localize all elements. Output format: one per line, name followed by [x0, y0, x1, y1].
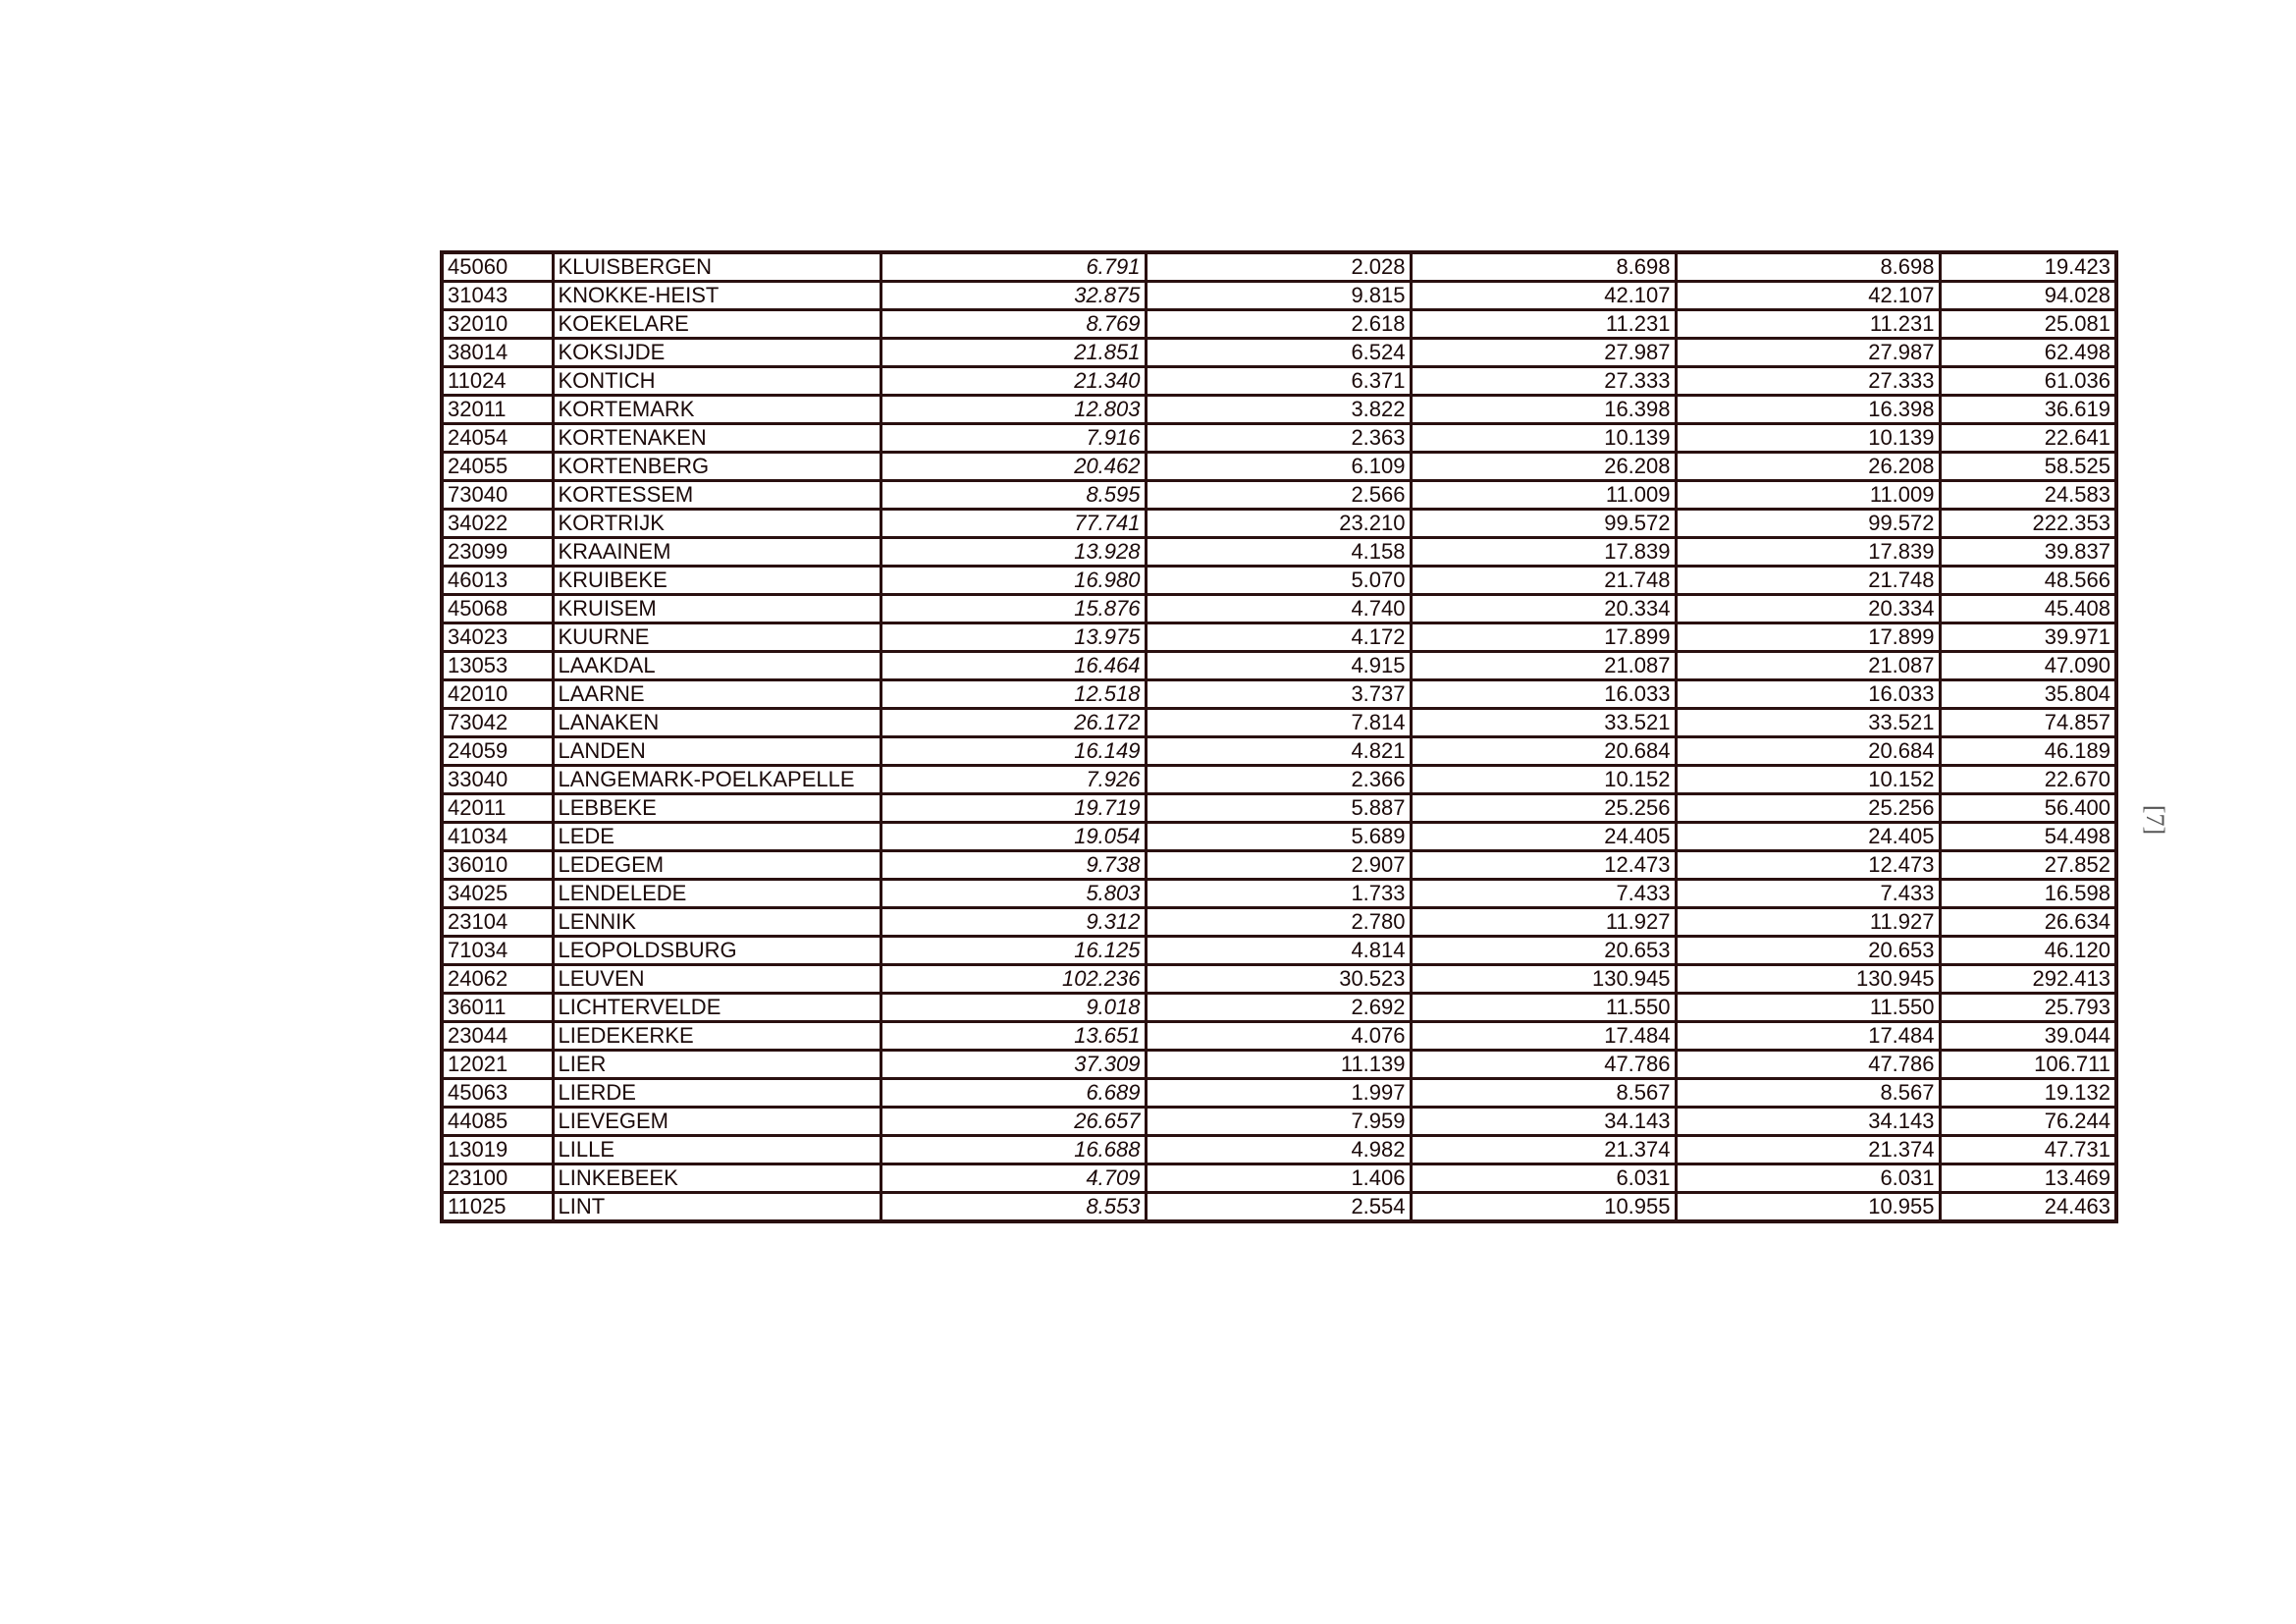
- table-body: [442, 252, 2116, 1221]
- cell-value-4: 27.333: [1676, 367, 1940, 396]
- cell-municipality: LILLE: [553, 1136, 881, 1164]
- cell-value-2: 4.076: [1146, 1022, 1411, 1051]
- cell-value-5: 46.189: [1940, 737, 2116, 766]
- cell-code: 23044: [442, 1022, 553, 1051]
- cell-value-3: 47.786: [1411, 1051, 1676, 1079]
- cell-code: 46013: [442, 567, 553, 595]
- cell-value-5: 54.498: [1940, 823, 2116, 851]
- cell-value-3: 20.653: [1411, 937, 1676, 965]
- cell-value-3: 7.433: [1411, 880, 1676, 908]
- cell-municipality: KORTRIJK: [553, 510, 881, 538]
- cell-value-1: 102.236: [881, 965, 1146, 994]
- table-row: [442, 680, 2116, 709]
- cell-value-4: 130.945: [1676, 965, 1940, 994]
- cell-code: 33040: [442, 766, 553, 794]
- cell-municipality: KOKSIJDE: [553, 339, 881, 367]
- cell-municipality: LIEVEGEM: [553, 1108, 881, 1136]
- table-row: [442, 310, 2116, 339]
- cell-value-4: 21.087: [1676, 652, 1940, 680]
- cell-code: 31043: [442, 282, 553, 310]
- cell-value-5: 19.132: [1940, 1079, 2116, 1108]
- cell-value-1: 12.803: [881, 396, 1146, 424]
- cell-value-2: 4.740: [1146, 595, 1411, 623]
- cell-municipality: LENDELEDE: [553, 880, 881, 908]
- table-row: [442, 652, 2116, 680]
- cell-value-3: 20.684: [1411, 737, 1676, 766]
- cell-municipality: LANGEMARK-POELKAPELLE: [553, 766, 881, 794]
- cell-municipality: KORTESSEM: [553, 481, 881, 510]
- cell-value-3: 34.143: [1411, 1108, 1676, 1136]
- cell-value-1: 8.595: [881, 481, 1146, 510]
- cell-code: 45068: [442, 595, 553, 623]
- cell-municipality: KRUISEM: [553, 595, 881, 623]
- cell-municipality: LICHTERVELDE: [553, 994, 881, 1022]
- cell-municipality: KORTENAKEN: [553, 424, 881, 453]
- cell-code: 32011: [442, 396, 553, 424]
- cell-value-2: 4.158: [1146, 538, 1411, 567]
- cell-value-2: 2.028: [1146, 252, 1411, 282]
- cell-municipality: KOEKELARE: [553, 310, 881, 339]
- cell-value-2: 3.737: [1146, 680, 1411, 709]
- cell-municipality: LAAKDAL: [553, 652, 881, 680]
- cell-municipality: LIERDE: [553, 1079, 881, 1108]
- cell-value-1: 16.464: [881, 652, 1146, 680]
- cell-value-4: 7.433: [1676, 880, 1940, 908]
- cell-value-3: 8.698: [1411, 252, 1676, 282]
- table-row: [442, 595, 2116, 623]
- cell-value-2: 2.907: [1146, 851, 1411, 880]
- cell-code: 45063: [442, 1079, 553, 1108]
- cell-value-2: 9.815: [1146, 282, 1411, 310]
- cell-value-4: 20.334: [1676, 595, 1940, 623]
- cell-value-5: 22.670: [1940, 766, 2116, 794]
- table-row: [442, 510, 2116, 538]
- cell-value-5: 74.857: [1940, 709, 2116, 737]
- cell-value-3: 6.031: [1411, 1164, 1676, 1193]
- cell-value-4: 10.152: [1676, 766, 1940, 794]
- table-row: [442, 965, 2116, 994]
- cell-municipality: LEDEGEM: [553, 851, 881, 880]
- cell-value-4: 11.231: [1676, 310, 1940, 339]
- cell-value-5: 106.711: [1940, 1051, 2116, 1079]
- cell-value-5: 19.423: [1940, 252, 2116, 282]
- cell-municipality: LANAKEN: [553, 709, 881, 737]
- cell-municipality: KRAAINEM: [553, 538, 881, 567]
- table-row: [442, 1164, 2116, 1193]
- cell-municipality: LINT: [553, 1193, 881, 1222]
- cell-value-1: 6.689: [881, 1079, 1146, 1108]
- cell-value-4: 17.899: [1676, 623, 1940, 652]
- cell-value-4: 17.839: [1676, 538, 1940, 567]
- cell-value-5: 35.804: [1940, 680, 2116, 709]
- cell-value-5: 22.641: [1940, 424, 2116, 453]
- cell-value-3: 24.405: [1411, 823, 1676, 851]
- cell-value-1: 7.916: [881, 424, 1146, 453]
- cell-value-4: 11.550: [1676, 994, 1940, 1022]
- cell-value-2: 2.780: [1146, 908, 1411, 937]
- cell-value-1: 26.172: [881, 709, 1146, 737]
- municipality-table: [440, 250, 2118, 1223]
- cell-municipality: LIER: [553, 1051, 881, 1079]
- table-row: [442, 1193, 2116, 1222]
- cell-value-3: 42.107: [1411, 282, 1676, 310]
- table-row: [442, 1136, 2116, 1164]
- cell-value-1: 13.651: [881, 1022, 1146, 1051]
- cell-value-1: 5.803: [881, 880, 1146, 908]
- cell-code: 11024: [442, 367, 553, 396]
- cell-code: 73042: [442, 709, 553, 737]
- cell-municipality: KUURNE: [553, 623, 881, 652]
- cell-value-2: 4.172: [1146, 623, 1411, 652]
- cell-code: 38014: [442, 339, 553, 367]
- cell-municipality: LIEDEKERKE: [553, 1022, 881, 1051]
- cell-value-2: 6.371: [1146, 367, 1411, 396]
- cell-value-5: 45.408: [1940, 595, 2116, 623]
- cell-code: 24055: [442, 453, 553, 481]
- cell-value-3: 11.231: [1411, 310, 1676, 339]
- cell-value-2: 5.689: [1146, 823, 1411, 851]
- cell-value-2: 30.523: [1146, 965, 1411, 994]
- cell-value-3: 10.152: [1411, 766, 1676, 794]
- table-row: [442, 567, 2116, 595]
- cell-value-1: 32.875: [881, 282, 1146, 310]
- table-row: [442, 1051, 2116, 1079]
- cell-value-3: 12.473: [1411, 851, 1676, 880]
- table-row: [442, 880, 2116, 908]
- cell-value-5: 47.090: [1940, 652, 2116, 680]
- cell-value-4: 34.143: [1676, 1108, 1940, 1136]
- cell-code: 36011: [442, 994, 553, 1022]
- cell-code: 34023: [442, 623, 553, 652]
- table-row: [442, 424, 2116, 453]
- cell-value-3: 17.484: [1411, 1022, 1676, 1051]
- cell-value-2: 4.915: [1146, 652, 1411, 680]
- cell-value-2: 4.814: [1146, 937, 1411, 965]
- cell-value-1: 13.928: [881, 538, 1146, 567]
- cell-municipality: LEDE: [553, 823, 881, 851]
- cell-value-3: 10.955: [1411, 1193, 1676, 1222]
- table-row: [442, 851, 2116, 880]
- cell-value-1: 7.926: [881, 766, 1146, 794]
- cell-code: 42010: [442, 680, 553, 709]
- table-row: [442, 623, 2116, 652]
- cell-code: 23104: [442, 908, 553, 937]
- cell-value-5: 25.793: [1940, 994, 2116, 1022]
- cell-value-5: 47.731: [1940, 1136, 2116, 1164]
- cell-municipality: KNOKKE-HEIST: [553, 282, 881, 310]
- cell-value-3: 27.987: [1411, 339, 1676, 367]
- table-row: [442, 453, 2116, 481]
- cell-value-5: 25.081: [1940, 310, 2116, 339]
- cell-value-5: 46.120: [1940, 937, 2116, 965]
- table-row: [442, 1079, 2116, 1108]
- cell-value-3: 17.899: [1411, 623, 1676, 652]
- cell-code: 32010: [442, 310, 553, 339]
- table-row: [442, 339, 2116, 367]
- cell-code: 44085: [442, 1108, 553, 1136]
- cell-value-1: 21.340: [881, 367, 1146, 396]
- table-row: [442, 481, 2116, 510]
- cell-code: 73040: [442, 481, 553, 510]
- cell-value-5: 62.498: [1940, 339, 2116, 367]
- cell-value-4: 11.009: [1676, 481, 1940, 510]
- cell-value-1: 16.688: [881, 1136, 1146, 1164]
- cell-value-4: 21.748: [1676, 567, 1940, 595]
- cell-municipality: LEOPOLDSBURG: [553, 937, 881, 965]
- cell-code: 24062: [442, 965, 553, 994]
- cell-municipality: KORTEMARK: [553, 396, 881, 424]
- cell-value-1: 16.149: [881, 737, 1146, 766]
- cell-value-5: 16.598: [1940, 880, 2116, 908]
- cell-value-5: 58.525: [1940, 453, 2116, 481]
- cell-code: 34022: [442, 510, 553, 538]
- table-row: [442, 794, 2116, 823]
- cell-value-5: 76.244: [1940, 1108, 2116, 1136]
- table-row: [442, 709, 2116, 737]
- cell-value-3: 11.009: [1411, 481, 1676, 510]
- cell-value-4: 33.521: [1676, 709, 1940, 737]
- table-row: [442, 1108, 2116, 1136]
- cell-value-4: 10.955: [1676, 1193, 1940, 1222]
- cell-value-4: 16.398: [1676, 396, 1940, 424]
- cell-value-2: 2.554: [1146, 1193, 1411, 1222]
- cell-code: 45060: [442, 252, 553, 282]
- cell-value-2: 4.821: [1146, 737, 1411, 766]
- cell-value-5: 56.400: [1940, 794, 2116, 823]
- cell-value-3: 11.927: [1411, 908, 1676, 937]
- cell-value-1: 21.851: [881, 339, 1146, 367]
- cell-code: 11025: [442, 1193, 553, 1222]
- cell-value-1: 12.518: [881, 680, 1146, 709]
- cell-value-1: 19.719: [881, 794, 1146, 823]
- cell-value-2: 6.524: [1146, 339, 1411, 367]
- cell-value-5: 36.619: [1940, 396, 2116, 424]
- cell-value-1: 20.462: [881, 453, 1146, 481]
- cell-value-1: 26.657: [881, 1108, 1146, 1136]
- cell-code: 24054: [442, 424, 553, 453]
- cell-value-2: 5.070: [1146, 567, 1411, 595]
- cell-code: 34025: [442, 880, 553, 908]
- cell-value-1: 9.738: [881, 851, 1146, 880]
- cell-value-4: 12.473: [1676, 851, 1940, 880]
- cell-municipality: LINKEBEEK: [553, 1164, 881, 1193]
- cell-value-2: 2.692: [1146, 994, 1411, 1022]
- cell-value-4: 6.031: [1676, 1164, 1940, 1193]
- cell-value-2: 6.109: [1146, 453, 1411, 481]
- cell-value-2: 3.822: [1146, 396, 1411, 424]
- cell-municipality: KONTICH: [553, 367, 881, 396]
- table-row: [442, 396, 2116, 424]
- cell-value-1: 15.876: [881, 595, 1146, 623]
- cell-value-2: 2.366: [1146, 766, 1411, 794]
- cell-value-1: 6.791: [881, 252, 1146, 282]
- cell-value-3: 20.334: [1411, 595, 1676, 623]
- cell-value-1: 77.741: [881, 510, 1146, 538]
- cell-municipality: KLUISBERGEN: [553, 252, 881, 282]
- cell-municipality: LENNIK: [553, 908, 881, 937]
- table-row: [442, 766, 2116, 794]
- table-row: [442, 1022, 2116, 1051]
- cell-value-5: 26.634: [1940, 908, 2116, 937]
- cell-municipality: LANDEN: [553, 737, 881, 766]
- page-number: [7]: [2141, 804, 2170, 836]
- cell-value-2: 1.997: [1146, 1079, 1411, 1108]
- cell-value-2: 5.887: [1146, 794, 1411, 823]
- cell-code: 24059: [442, 737, 553, 766]
- cell-value-1: 8.769: [881, 310, 1146, 339]
- cell-value-5: 24.463: [1940, 1193, 2116, 1222]
- cell-value-4: 8.567: [1676, 1079, 1940, 1108]
- cell-value-4: 47.786: [1676, 1051, 1940, 1079]
- cell-value-1: 9.312: [881, 908, 1146, 937]
- cell-value-2: 7.959: [1146, 1108, 1411, 1136]
- cell-value-4: 26.208: [1676, 453, 1940, 481]
- cell-value-1: 16.125: [881, 937, 1146, 965]
- cell-value-3: 17.839: [1411, 538, 1676, 567]
- cell-code: 12021: [442, 1051, 553, 1079]
- table-row: [442, 252, 2116, 282]
- cell-code: 36010: [442, 851, 553, 880]
- cell-value-3: 99.572: [1411, 510, 1676, 538]
- cell-value-5: 48.566: [1940, 567, 2116, 595]
- cell-value-1: 16.980: [881, 567, 1146, 595]
- cell-value-3: 11.550: [1411, 994, 1676, 1022]
- cell-value-1: 37.309: [881, 1051, 1146, 1079]
- cell-value-4: 8.698: [1676, 252, 1940, 282]
- cell-value-5: 94.028: [1940, 282, 2116, 310]
- cell-value-5: 222.353: [1940, 510, 2116, 538]
- cell-value-3: 130.945: [1411, 965, 1676, 994]
- table-row: [442, 908, 2116, 937]
- cell-value-1: 13.975: [881, 623, 1146, 652]
- cell-value-3: 25.256: [1411, 794, 1676, 823]
- cell-value-4: 24.405: [1676, 823, 1940, 851]
- cell-code: 42011: [442, 794, 553, 823]
- cell-value-5: 24.583: [1940, 481, 2116, 510]
- cell-value-2: 4.982: [1146, 1136, 1411, 1164]
- cell-value-1: 8.553: [881, 1193, 1146, 1222]
- cell-code: 71034: [442, 937, 553, 965]
- cell-value-4: 25.256: [1676, 794, 1940, 823]
- cell-municipality: LAARNE: [553, 680, 881, 709]
- cell-value-3: 27.333: [1411, 367, 1676, 396]
- cell-municipality: LEUVEN: [553, 965, 881, 994]
- cell-value-2: 23.210: [1146, 510, 1411, 538]
- cell-value-5: 39.044: [1940, 1022, 2116, 1051]
- cell-value-4: 10.139: [1676, 424, 1940, 453]
- table-row: [442, 367, 2116, 396]
- table-row: [442, 994, 2116, 1022]
- table-row: [442, 823, 2116, 851]
- cell-value-2: 2.566: [1146, 481, 1411, 510]
- cell-value-4: 11.927: [1676, 908, 1940, 937]
- cell-value-4: 42.107: [1676, 282, 1940, 310]
- cell-value-2: 7.814: [1146, 709, 1411, 737]
- cell-code: 23099: [442, 538, 553, 567]
- cell-value-5: 61.036: [1940, 367, 2116, 396]
- cell-value-3: 21.748: [1411, 567, 1676, 595]
- cell-value-3: 8.567: [1411, 1079, 1676, 1108]
- cell-value-5: 39.837: [1940, 538, 2116, 567]
- cell-value-4: 20.653: [1676, 937, 1940, 965]
- cell-value-4: 27.987: [1676, 339, 1940, 367]
- cell-value-5: 27.852: [1940, 851, 2116, 880]
- cell-value-3: 16.033: [1411, 680, 1676, 709]
- cell-value-5: 292.413: [1940, 965, 2116, 994]
- cell-value-1: 4.709: [881, 1164, 1146, 1193]
- table-row: [442, 737, 2116, 766]
- cell-value-5: 13.469: [1940, 1164, 2116, 1193]
- table-row: [442, 282, 2116, 310]
- cell-value-1: 9.018: [881, 994, 1146, 1022]
- cell-value-3: 16.398: [1411, 396, 1676, 424]
- cell-value-4: 99.572: [1676, 510, 1940, 538]
- cell-value-3: 26.208: [1411, 453, 1676, 481]
- cell-code: 41034: [442, 823, 553, 851]
- cell-value-1: 19.054: [881, 823, 1146, 851]
- cell-municipality: LEBBEKE: [553, 794, 881, 823]
- cell-municipality: KORTENBERG: [553, 453, 881, 481]
- cell-value-3: 33.521: [1411, 709, 1676, 737]
- cell-code: 13053: [442, 652, 553, 680]
- cell-value-2: 2.618: [1146, 310, 1411, 339]
- table-row: [442, 538, 2116, 567]
- cell-code: 13019: [442, 1136, 553, 1164]
- cell-code: 23100: [442, 1164, 553, 1193]
- cell-value-4: 21.374: [1676, 1136, 1940, 1164]
- cell-value-2: 1.733: [1146, 880, 1411, 908]
- cell-value-3: 10.139: [1411, 424, 1676, 453]
- table-row: [442, 937, 2116, 965]
- cell-value-4: 17.484: [1676, 1022, 1940, 1051]
- cell-value-4: 20.684: [1676, 737, 1940, 766]
- cell-value-3: 21.087: [1411, 652, 1676, 680]
- cell-value-4: 16.033: [1676, 680, 1940, 709]
- cell-value-2: 2.363: [1146, 424, 1411, 453]
- cell-value-2: 1.406: [1146, 1164, 1411, 1193]
- cell-value-3: 21.374: [1411, 1136, 1676, 1164]
- cell-municipality: KRUIBEKE: [553, 567, 881, 595]
- cell-value-2: 11.139: [1146, 1051, 1411, 1079]
- cell-value-5: 39.971: [1940, 623, 2116, 652]
